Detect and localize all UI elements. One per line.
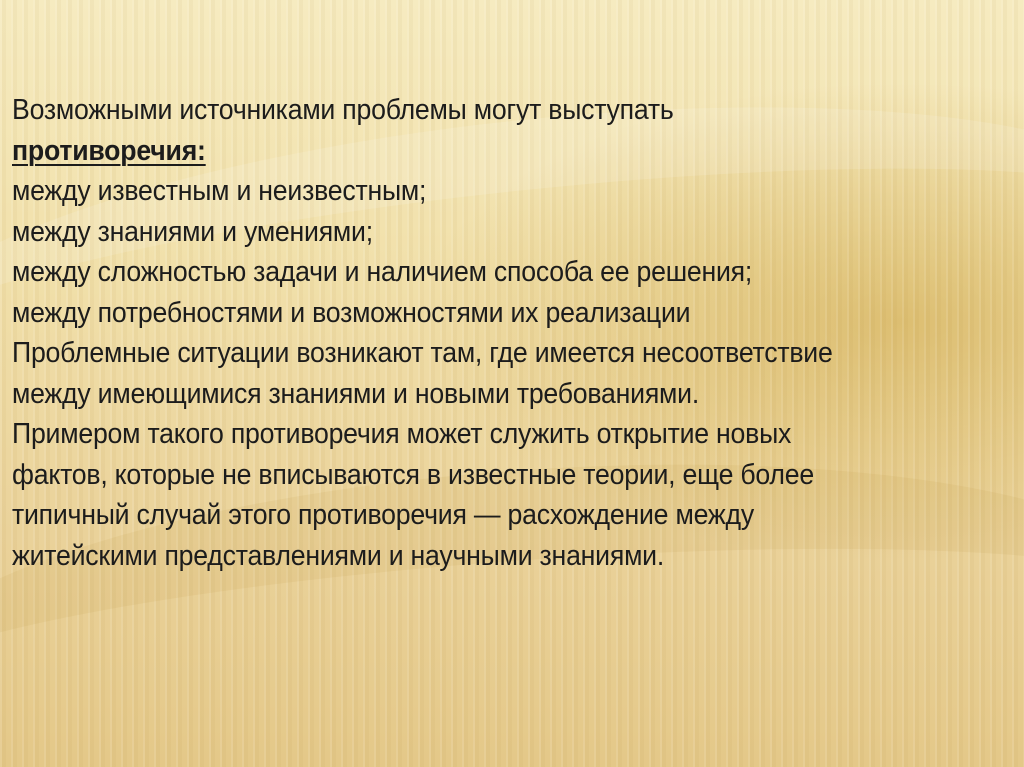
intro-line: Возможными источниками проблемы могут выступать [12,94,674,126]
paragraph-line: житейскими представлениями и научными знаниями. [12,539,665,572]
paragraph-line: Проблемные ситуации возникают там, где имеется несоответствие [12,337,833,369]
paragraph-line: Примером такого противоречия может служить открытие новых [12,418,792,450]
list-item: между сложностью задачи и наличием способа ее решения; [12,256,753,288]
list-item: между известным и неизвестным; [12,175,427,207]
list-item: между потребностями и возможностями их реализации [12,296,691,329]
slide-body-text [12,90,932,576]
emphasis-term: противоречия: [12,134,206,167]
list-item: между знаниями и умениями; [12,215,373,248]
paragraph-line: фактов, которые не вписываются в известные теории, еще более [12,458,814,491]
paragraph-line: между имеющимися знаниями и новыми требованиями. [12,377,700,410]
paragraph-line: типичный случай этого противоречия — расхождение между [12,499,754,531]
